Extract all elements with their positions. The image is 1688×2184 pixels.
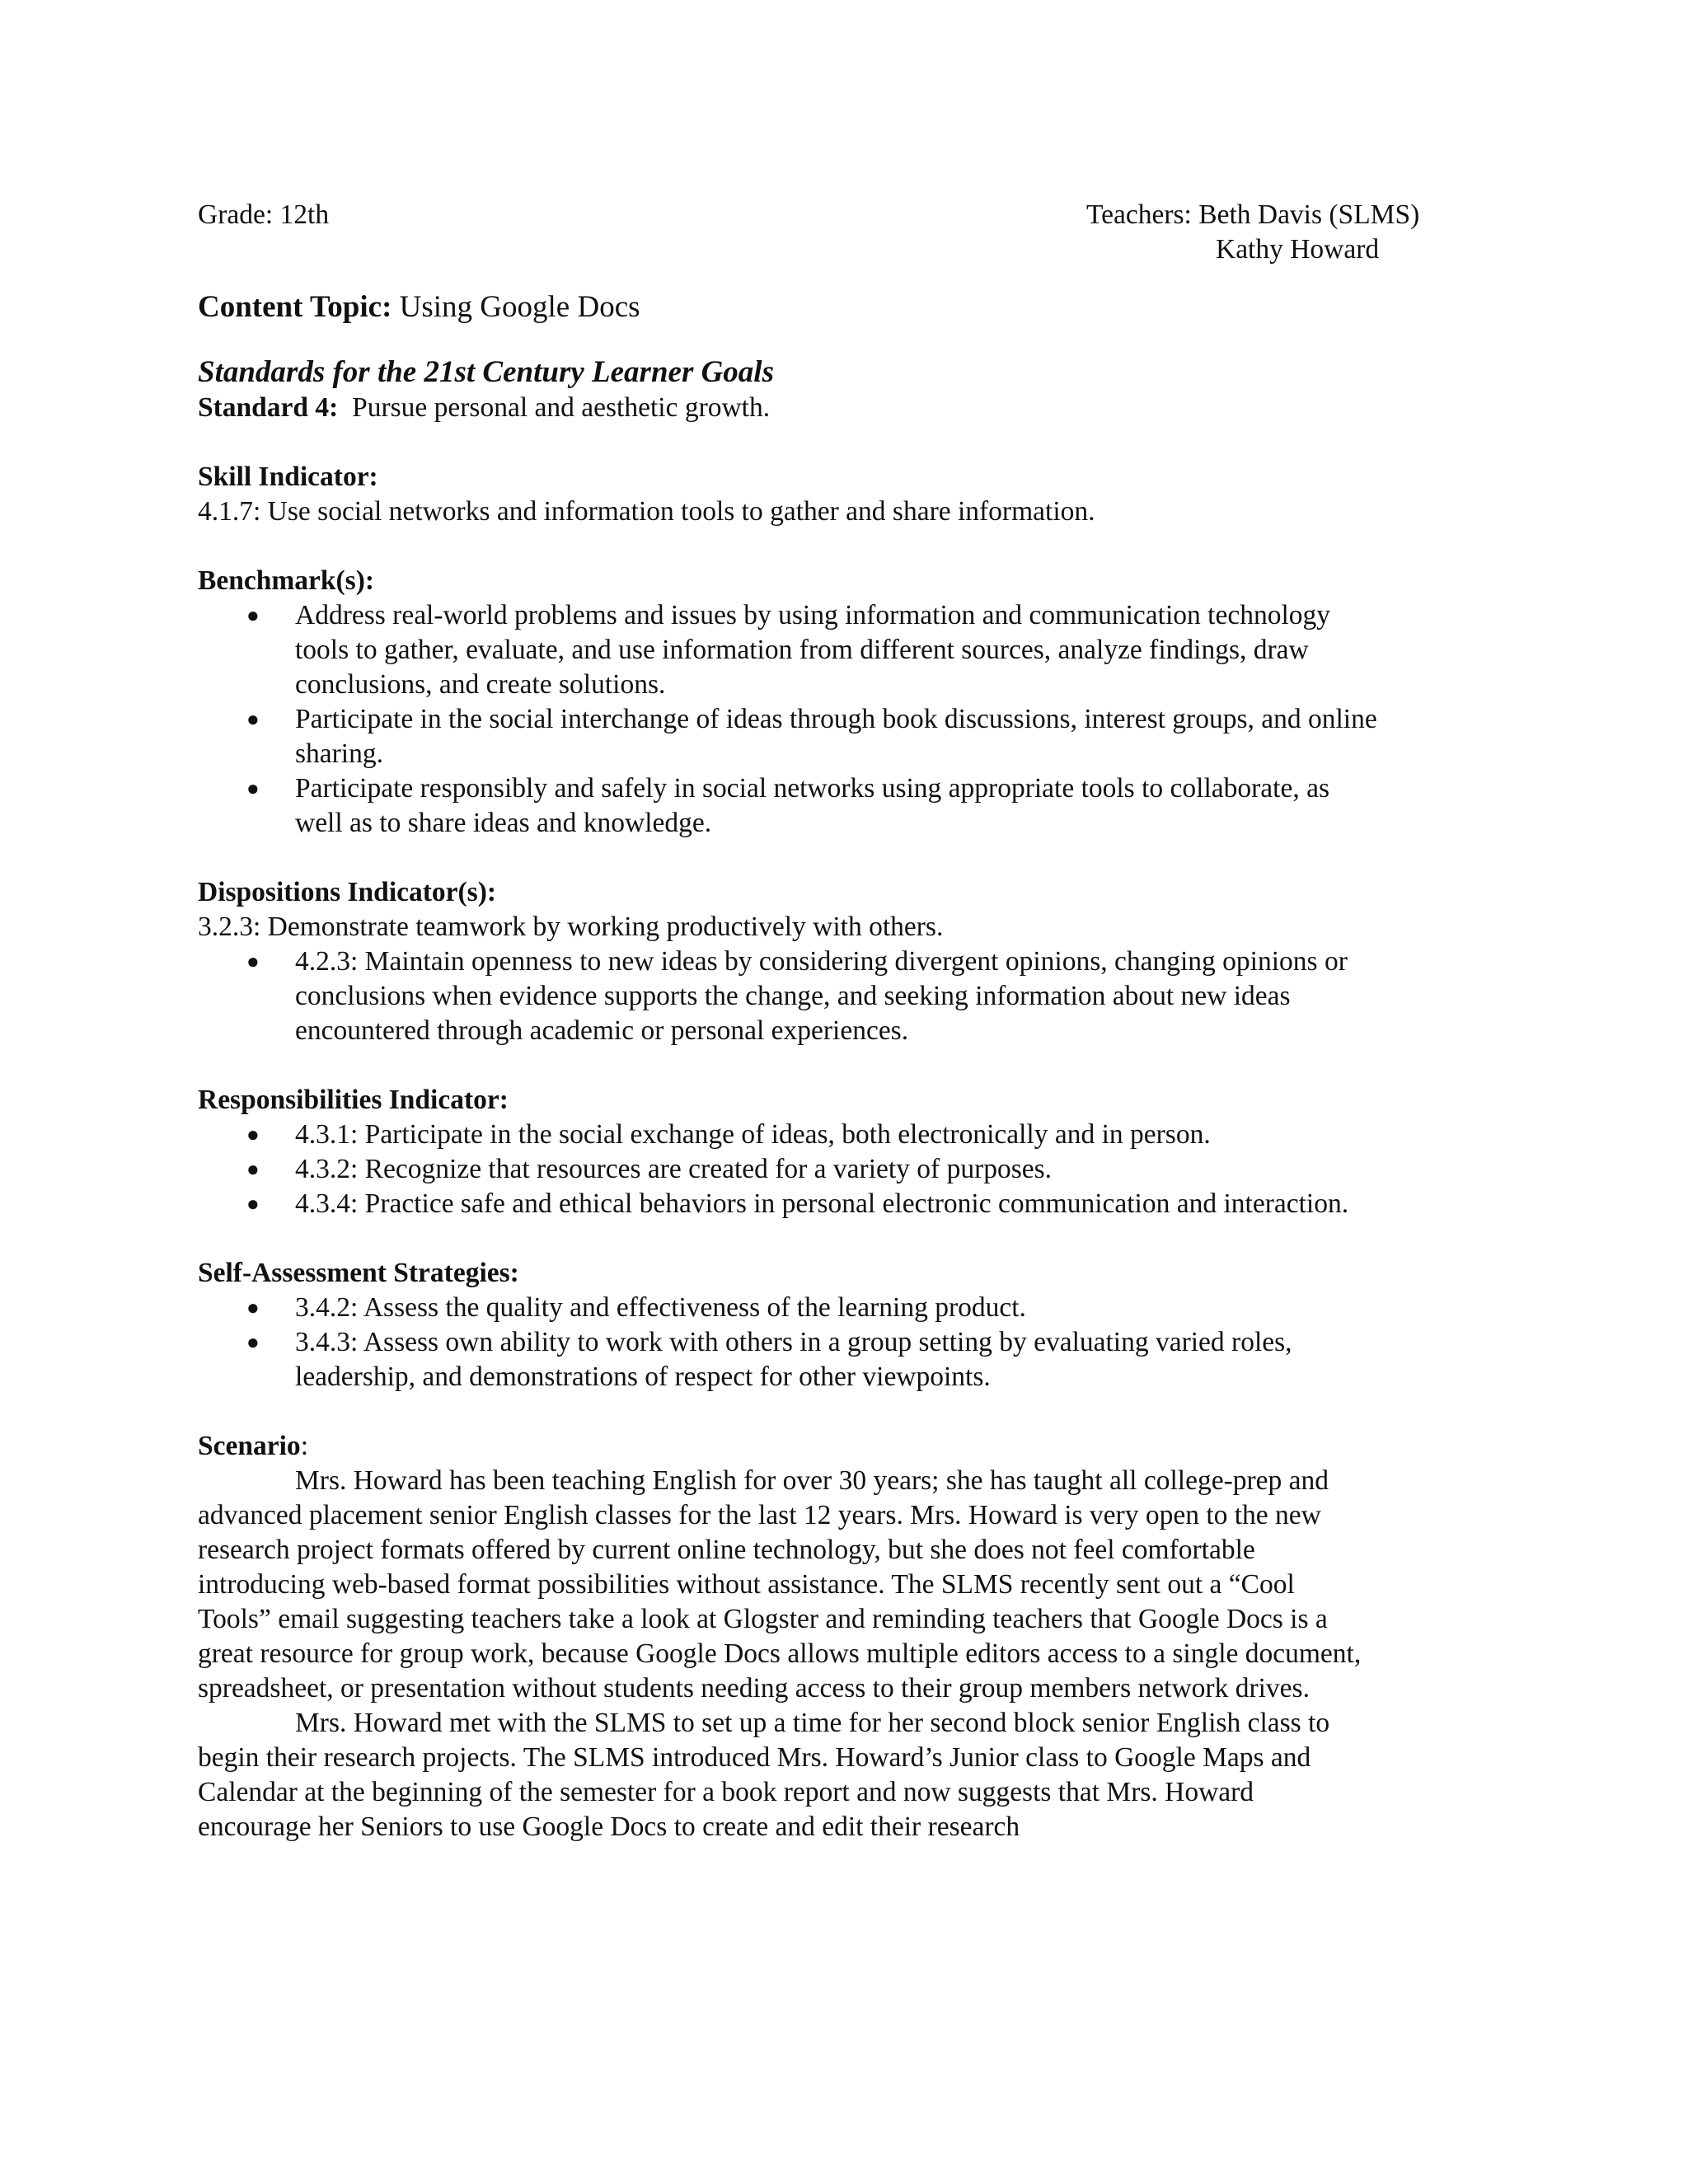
paragraph-line: research project formats offered by current online technology, but she does not feel comfortable xyxy=(198,1535,1255,1565)
document-page xyxy=(198,198,1484,1844)
dispositions-list xyxy=(198,944,1484,1048)
paragraph-line: introducing web-based format possibilities without assistance. The SLMS recently sent out a “Cool xyxy=(198,1569,1295,1600)
bullet-icon: ● xyxy=(246,949,260,973)
skill-indicator-heading: Skill Indicator: xyxy=(198,462,378,492)
standard-text: Pursue personal and aesthetic growth. xyxy=(338,392,771,423)
bullet-icon: ● xyxy=(246,1296,260,1319)
document-header xyxy=(198,198,1484,267)
list-item-line: conclusions when evidence supports the change, and seeking information about new ideas xyxy=(295,981,1291,1011)
standards-title: Standards for the 21st Century Learner Goals xyxy=(198,355,774,389)
paragraph-line: Calendar at the beginning of the semester for a book report and now suggests that Mrs. Howard xyxy=(198,1777,1254,1807)
list-item-line: 4.3.4: Practice safe and ethical behaviors in personal electronic communication and interaction. xyxy=(295,1188,1349,1219)
content-topic-value: Using Google Docs xyxy=(392,290,640,324)
responsibilities-heading: Responsibilities Indicator: xyxy=(198,1085,509,1115)
paragraph-line: advanced placement senior English classes for the last 12 years. Mrs. Howard is very open to the new xyxy=(198,1500,1321,1530)
teachers-label: Teachers: Beth Davis (SLMS) xyxy=(1086,199,1420,230)
list-item xyxy=(198,1291,1484,1325)
list-item-line: 4.3.1: Participate in the social exchange of ideas, both electronically and in person. xyxy=(295,1119,1211,1150)
list-item-line: tools to gather, evaluate, and use information from different sources, analyze findings, draw xyxy=(295,635,1309,665)
scenario-paragraph-1 xyxy=(198,1464,1484,1706)
bullet-icon: ● xyxy=(246,1122,260,1146)
bullet-icon: ● xyxy=(246,707,260,731)
list-item xyxy=(198,702,1484,771)
dispositions-heading: Dispositions Indicator(s): xyxy=(198,877,497,907)
list-item-line: Participate in the social interchange of ideas through book discussions, interest groups, and online xyxy=(295,704,1377,734)
list-item xyxy=(198,771,1484,841)
bullet-icon: ● xyxy=(246,1157,260,1181)
scenario-heading-colon: : xyxy=(300,1431,308,1461)
standard-label: Standard 4: xyxy=(198,392,339,423)
standard-line xyxy=(198,391,1484,425)
bullet-icon: ● xyxy=(246,776,260,800)
list-item xyxy=(198,1187,1484,1221)
content-topic-label: Content Topic: xyxy=(198,290,392,324)
list-item-line: 3.4.2: Assess the quality and effectiveness of the learning product. xyxy=(295,1292,1026,1323)
list-item-line: Address real-world problems and issues by using information and communication technology xyxy=(295,600,1331,630)
benchmarks-list xyxy=(198,598,1484,841)
paragraph-line: great resource for group work, because Google Docs allows multiple editors access to a single document, xyxy=(198,1638,1362,1669)
self-assessment-list xyxy=(198,1291,1484,1394)
list-item-line: 4.2.3: Maintain openness to new ideas by considering divergent opinions, changing opinions or xyxy=(295,946,1348,977)
dispositions-text: 3.2.3: Demonstrate teamwork by working productively with others. xyxy=(198,912,944,942)
list-item xyxy=(198,1325,1484,1394)
list-item-line: 4.3.2: Recognize that resources are created for a variety of purposes. xyxy=(295,1154,1053,1184)
grade-label: Grade: 12th xyxy=(198,199,330,230)
bullet-icon: ● xyxy=(246,603,260,627)
benchmarks-heading: Benchmark(s): xyxy=(198,565,375,596)
scenario-heading xyxy=(198,1429,1484,1464)
skill-indicator-text: 4.1.7: Use social networks and information tools to gather and share information. xyxy=(198,496,1095,527)
paragraph-line: Tools” email suggesting teachers take a look at Glogster and reminding teachers that Google Docs is a xyxy=(198,1604,1328,1634)
list-item xyxy=(198,944,1484,1048)
list-item xyxy=(198,598,1484,702)
bullet-icon: ● xyxy=(246,1192,260,1216)
list-item xyxy=(198,1152,1484,1187)
scenario-heading-label: Scenario xyxy=(198,1431,301,1461)
list-item-line: encountered through academic or personal experiences. xyxy=(295,1015,909,1046)
list-item-line: sharing. xyxy=(295,738,383,769)
paragraph-line: begin their research projects. The SLMS introduced Mrs. Howard’s Junior class to Google Maps and xyxy=(198,1742,1311,1773)
content-topic xyxy=(198,288,1484,326)
list-item-line: 3.4.3: Assess own ability to work with others in a group setting by evaluating varied roles, xyxy=(295,1327,1292,1357)
list-item-line: Participate responsibly and safely in social networks using appropriate tools to collaborate, as xyxy=(295,773,1329,804)
paragraph-line: encourage her Seniors to use Google Docs to create and edit their research xyxy=(198,1811,1020,1842)
self-assessment-heading: Self-Assessment Strategies: xyxy=(198,1258,519,1288)
paragraph-line: Mrs. Howard has been teaching English for over 30 years; she has taught all college-prep and xyxy=(295,1465,1329,1496)
paragraph-line: spreadsheet, or presentation without students needing access to their group members network drives. xyxy=(198,1673,1310,1704)
scenario-paragraph-2 xyxy=(198,1706,1484,1844)
list-item-line: leadership, and demonstrations of respect for other viewpoints. xyxy=(295,1361,991,1392)
teacher-name-2: Kathy Howard xyxy=(1216,234,1380,265)
list-item-line: well as to share ideas and knowledge. xyxy=(295,808,712,838)
responsibilities-list xyxy=(198,1118,1484,1221)
list-item xyxy=(198,1118,1484,1152)
paragraph-line: Mrs. Howard met with the SLMS to set up a time for her second block senior English class to xyxy=(295,1708,1330,1738)
list-item-line: conclusions, and create solutions. xyxy=(295,669,666,700)
bullet-icon: ● xyxy=(246,1330,260,1354)
